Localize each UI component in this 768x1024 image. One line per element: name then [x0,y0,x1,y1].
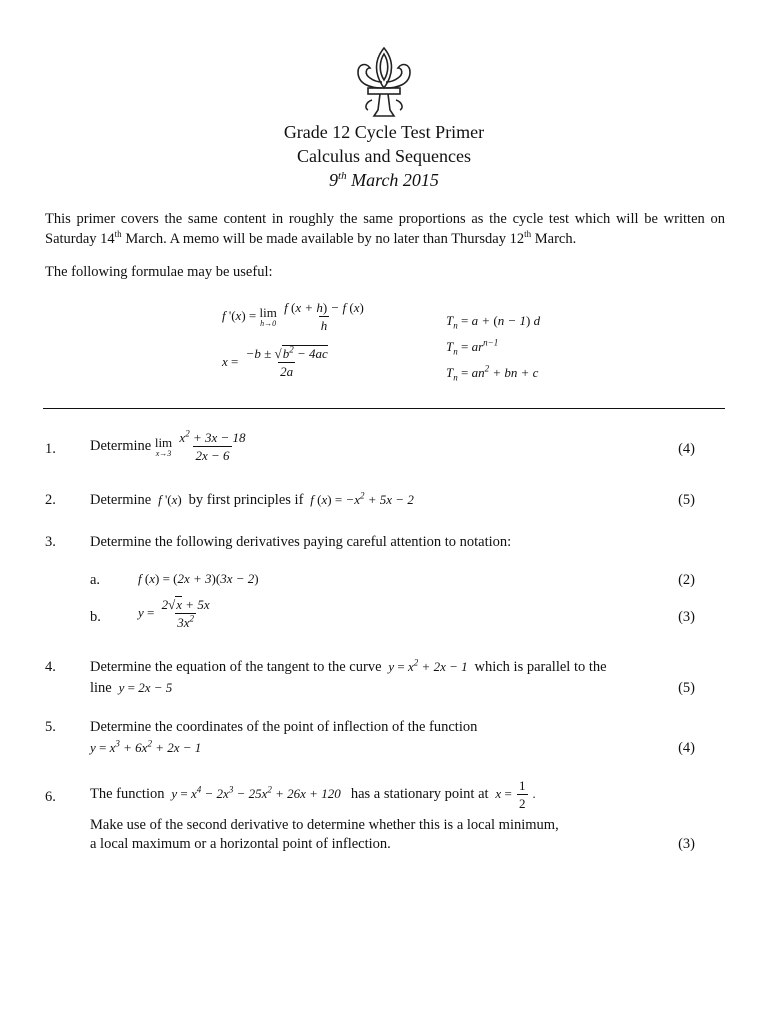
date-rest: March 2015 [346,170,439,190]
question-5-marks: (4) [678,740,695,756]
formula-quadratic-sequence: $T_n = an^2$ + bn + c [446,363,539,383]
document-subtitle: Calculus and Sequences [297,146,471,166]
question-4-number: 4. [45,659,56,675]
intro-paragraph: This primer covers the same content in roughly the same proportions as the cycle test which will be written on Saturday 14th March. A memo will be made available by no later than Thursday 12th March. [45,211,725,247]
question-2-text: Determine f '(x) by first principles if f $(x) = -x^2 + 5x - 2$ [90,490,414,508]
question-6-line-1: The function $y = x^4 - 2x^3 - 25x^2 + 26x + 120$ has a stationary point at x = $\frac{1}{2}$ . [90,778,537,811]
fleur-de-lis-logo [352,44,416,120]
date-day: 9 [329,170,339,190]
question-3b-expression: y = $\frac{2√x + 5x}{3x^2}$ [138,597,210,630]
question-3b-label: b. [90,609,101,625]
formula-arithmetic: $T_n = a + (n - 1)$ d [446,313,541,331]
question-3a-label: a. [90,572,101,588]
date-suffix: th [338,170,347,182]
document-date [0,170,768,191]
question-6-marks: (3) [678,836,695,852]
formulae-intro: The following formulae may be useful: [45,264,273,280]
formula-quadratic: x = $\frac{-b \pm √b^2 - 4ac}{2a}$ [222,344,328,379]
question-3-number: 3. [45,534,56,550]
question-4-line-2: line y = 2x − 5 [90,680,173,696]
question-6-line-2: Make use of the second derivative to determine whether this is a local minimum, [90,817,559,833]
question-4-line-1: Determine the equation of the tangent to the curve $y = x^2 + 2x - 1$ which is parallel to the [90,657,607,675]
question-6-number: 6. [45,789,56,805]
question-6-line-3: a local maximum or a horizontal point of inflection. [90,836,391,852]
question-1-text: Determine lim x→3 $\frac{x^2 + 3x - 18}{2x - 6}$ [90,428,246,463]
question-2-number: 2. [45,492,56,508]
formula-first-principles: f '(x) = lim h→0 $\frac{f (x + h) - f (x)}{h}$ [222,300,364,333]
document-title: Grade 12 Cycle Test Primer [283,122,485,142]
question-5-expression: $y = x^3 + 6x^2 + 2x - 1$ [90,738,202,755]
question-3-text: Determine the following derivatives paying careful attention to notation: [90,534,512,550]
question-3a-expression: f (x) = (2x + 3)(3x − 2) [138,571,259,586]
question-1-marks: (4) [678,441,695,457]
formula-sequences [446,308,540,386]
section-divider [43,408,725,409]
question-5-line-1: Determine the coordinates of the point of inflection of the function [90,719,478,735]
question-3a-marks: (2) [678,572,695,588]
question-4-marks: (5) [678,680,695,696]
formula-geometric: $T_n = ar^{n-1}$ [446,337,499,357]
question-2-marks: (5) [678,492,695,508]
question-1-number: 1. [45,441,56,457]
question-3b-marks: (3) [678,609,695,625]
question-5-number: 5. [45,719,56,735]
